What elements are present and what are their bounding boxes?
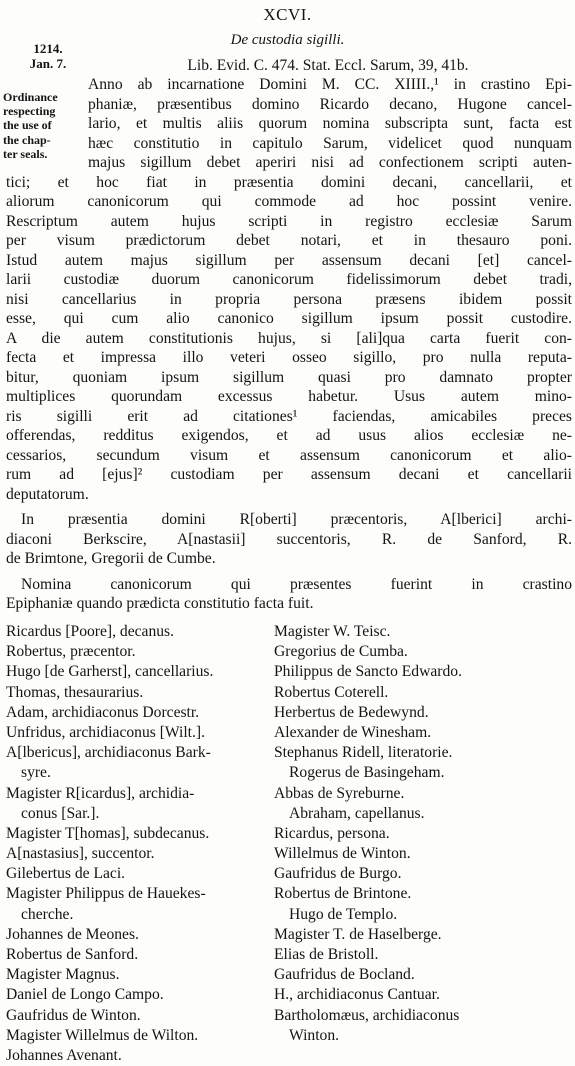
- name-right: Philippus de Sancto Edwardo.: [274, 663, 462, 681]
- margin-note-line: Ordinance: [3, 90, 58, 104]
- name-right: Gaufridus de Bocland.: [274, 966, 415, 984]
- body-line: Rescriptum autem hujus scripti in registro ecclesiæ Sarum: [6, 212, 572, 230]
- name-right: Gregorius de Cumba.: [274, 643, 408, 661]
- name-left: Gilebertus de Laci.: [6, 865, 126, 883]
- body-line: In præsentia domini R[oberti] præcentoris, A[lberici] archi-: [21, 511, 572, 528]
- name-row: [6, 1006, 572, 1026]
- name-left: A[lbericus], archidiaconus Bark-: [6, 744, 211, 762]
- body-line: bitur, quoniam ipsum sigillum quasi pro damnato propter: [6, 368, 572, 386]
- body-line: larii custodiæ duorum canonicorum fidelissimorum debet tradi,: [6, 271, 572, 288]
- name-row: [6, 662, 572, 682]
- name-left: Ricardus [Poore], decanus.: [6, 623, 175, 640]
- body-line: nisi cancellarius in propria persona præsens ibidem possit: [6, 290, 572, 308]
- body-line: tici; et hoc fiat in præsentia domini decani, cancellarii, et: [6, 173, 572, 191]
- document-numeral: XCVI.: [263, 5, 312, 24]
- name-row: [6, 985, 572, 1005]
- name-row: [6, 864, 572, 884]
- name-right: Hugo de Templo.: [289, 905, 398, 923]
- name-row: [6, 824, 572, 844]
- name-row: [6, 683, 572, 703]
- body-line: diaconi Berkscire, A[nastasii] succentoris, R. de Sanford, R.: [6, 530, 572, 548]
- margin-note-line: respecting: [3, 104, 56, 119]
- body-line: majus sigillum debet aperiri nisi ad confectionem scripti auten-: [88, 154, 572, 171]
- canon-names-list: [6, 622, 572, 1066]
- name-row: [6, 945, 572, 965]
- body-line: hæc constitutio in capitulo Sarum, videlicet quod nunquam: [88, 134, 572, 152]
- name-right: Robertus Coterell.: [274, 683, 389, 701]
- date-year: 1214.: [33, 41, 63, 56]
- name-left: Daniel de Longo Campo.: [6, 986, 164, 1004]
- body-line: multiplices quorundam excessus habetur. Usus autem mino-: [6, 388, 572, 405]
- name-right: Magister T. de Haselberge.: [274, 925, 442, 943]
- name-left: Hugo [de Garherst], cancellarius.: [6, 663, 214, 681]
- name-left: Magister Magnus.: [6, 966, 120, 984]
- name-right: Gaufridus de Burgo.: [274, 865, 402, 883]
- body-line: lario, et multis aliis quorum nomina subscripta sunt, facta est: [88, 115, 572, 132]
- name-left: A[nastasius], succentor.: [6, 845, 155, 863]
- name-left: Johannes de Meones.: [6, 925, 139, 943]
- body-line: de Brimtone, Gregorii de Cumbe.: [6, 550, 216, 567]
- name-row: [6, 905, 572, 925]
- body-line: fecta et impressa illo veteri osseo sigillo, pro nulla reputa-: [6, 349, 572, 366]
- body-line: esse, qui cum alio canonico sigillum ipsum possit custodire.: [6, 310, 572, 327]
- name-row: [6, 642, 572, 662]
- name-row: [6, 965, 572, 985]
- name-right: Abraham, capellanus.: [289, 804, 425, 822]
- name-left: Gaufridus de Winton.: [6, 1006, 141, 1024]
- name-right: Winton.: [289, 1026, 340, 1044]
- name-row: [6, 784, 572, 804]
- margin-note-line: ter seals.: [3, 146, 48, 161]
- name-row: [6, 703, 572, 723]
- name-right: Robertus de Brintone.: [274, 885, 412, 903]
- name-row: [6, 743, 572, 763]
- name-right: [274, 1046, 572, 1066]
- name-left: cherche.: [21, 905, 74, 923]
- body-line: deputatorum.: [6, 485, 89, 503]
- name-left: Magister T[homas], subdecanus.: [6, 824, 210, 842]
- body-line: phaniæ, præsentibus domino Ricardo decano, Hugone cancel-: [88, 95, 572, 113]
- name-right: Alexander de Winesham.: [274, 723, 432, 741]
- name-right: Abbas de Syreburne.: [274, 784, 405, 802]
- name-left: syre.: [21, 764, 51, 782]
- body-line: Istud autem majus sigillum per assensum decani [et] cancel-: [6, 251, 572, 269]
- name-row: [6, 884, 572, 904]
- document-title: De custodia sigilli.: [230, 32, 345, 48]
- name-row: [6, 622, 572, 642]
- body-line: Nomina canonicorum qui præsentes fuerint in crastino: [21, 575, 572, 593]
- body-line: A die autem constitutionis hujus, si [ali]qua carta fuerit con-: [6, 329, 572, 347]
- name-left: Magister R[icardus], archidia-: [6, 784, 195, 802]
- body-line: per visum prædictorum debet notari, et in thesauro poni.: [6, 232, 572, 249]
- body-line: aliorum canonicorum qui commode ad hoc possint venire.: [6, 193, 572, 210]
- body-line: Anno ab incarnatione Domini M. CC. XIIII.,¹ in crastino Epi-: [88, 76, 572, 93]
- name-row: [6, 723, 572, 743]
- name-left: conus [Sar.].: [21, 804, 100, 822]
- body-text: [6, 75, 572, 614]
- body-line: Epiphaniæ quando prædicta constitutio facta fuit.: [6, 595, 314, 612]
- name-right: H., archidiaconus Cantuar.: [274, 986, 440, 1004]
- name-row: [6, 804, 572, 824]
- name-left: Adam, archidiaconus Dorcestr.: [6, 703, 200, 721]
- name-right: Ricardus, persona.: [274, 824, 390, 842]
- name-row: [6, 763, 572, 783]
- name-left: Robertus, præcentor.: [6, 643, 136, 661]
- name-left: Magister Willelmus de Wilton.: [6, 1026, 199, 1044]
- name-left: Johannes Avenant.: [6, 1046, 122, 1064]
- body-line: rum ad [ejus]² custodiam per assensum decani et cancellarii: [6, 466, 572, 483]
- name-right: Stephanus Ridell, literatorie.: [274, 744, 453, 762]
- name-row: [6, 1046, 572, 1066]
- margin-note-line: the use of: [3, 118, 52, 133]
- name-left: Robertus de Sanford.: [6, 946, 139, 963]
- name-row: [6, 844, 572, 864]
- name-left: Thomas, thesaurarius.: [6, 683, 144, 701]
- name-right: Elias de Bristoll.: [274, 946, 379, 963]
- name-right: Willelmus de Winton.: [274, 845, 411, 863]
- date-day: Jan. 7.: [29, 56, 67, 71]
- name-right: Herbertus de Bedewynd.: [274, 703, 429, 721]
- body-line: cessarios, secundum visum et assensum canonicorum et alio-: [6, 446, 572, 464]
- name-right: Bartholomæus, archidiaconus: [274, 1006, 460, 1024]
- body-line: offerendas, redditus exigendos, et ad usus alios ecclesiæ ne-: [6, 427, 572, 444]
- name-right: Magister W. Teisc.: [274, 623, 391, 640]
- name-row: [6, 925, 572, 945]
- margin-note-line: the chap-: [3, 132, 51, 147]
- name-left: Unfridus, archidiaconus [Wilt.].: [6, 723, 206, 741]
- source-reference: Lib. Evid. C. 474. Stat. Eccl. Sarum, 39, 41b.: [187, 57, 469, 74]
- body-line: ris sigilli erit ad citationes¹ faciendas, amicabiles preces: [6, 407, 572, 425]
- name-right: Rogerus de Basingeham.: [289, 764, 445, 782]
- name-left: Magister Philippus de Hauekes-: [6, 885, 206, 903]
